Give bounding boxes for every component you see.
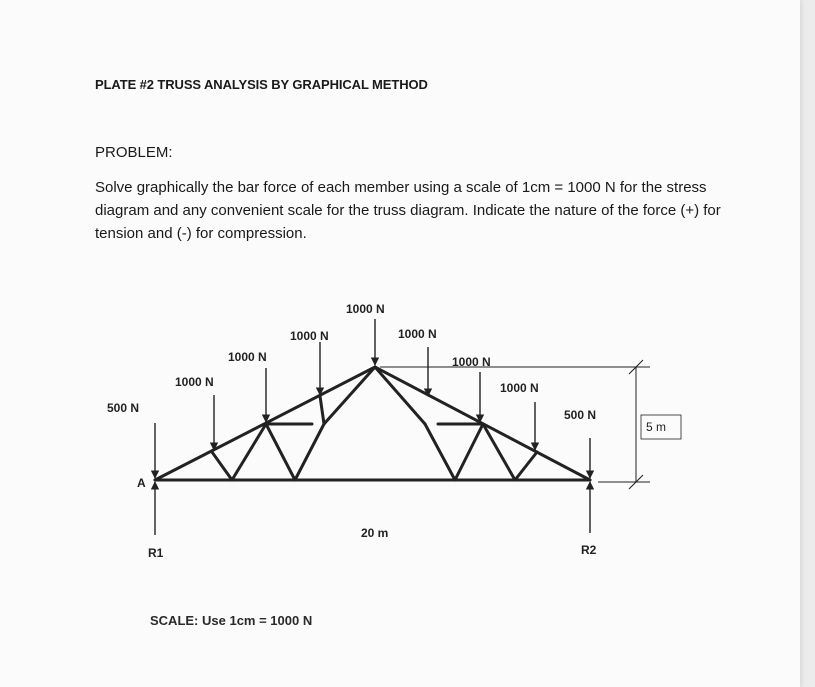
problem-heading: PROBLEM: (95, 144, 173, 161)
load-label-right-3: 1000 N (500, 381, 539, 395)
web-l3 (266, 424, 295, 480)
load-label-apex: 1000 N (346, 302, 385, 316)
web-l4 (295, 424, 324, 480)
scale-note: SCALE: Use 1cm = 1000 N (150, 613, 313, 628)
height-label: 5 m (646, 420, 667, 434)
support-label-a: A (137, 476, 146, 490)
web-l1 (212, 452, 232, 480)
web-r5 (515, 452, 537, 480)
span-label: 20 m (361, 526, 389, 540)
web-l6 (324, 367, 375, 424)
web-r3 (455, 424, 483, 480)
height-dimension (380, 360, 650, 489)
load-label-right-1: 1000 N (398, 327, 437, 341)
load-label-right-end: 500 N (564, 408, 597, 422)
load-label-left-1: 1000 N (175, 375, 214, 389)
load-label-left-2: 1000 N (228, 350, 267, 364)
load-label-left-end: 500 N (107, 401, 140, 415)
load-label-left-3: 1000 N (290, 329, 329, 343)
web-r1 (375, 367, 425, 424)
load-label-right-2: 1000 N (452, 355, 491, 369)
plate-title: PLATE #2 TRUSS ANALYSIS BY GRAPHICAL METHOD (95, 77, 428, 92)
web-r2 (425, 424, 455, 480)
reaction-label-r2: R2 (581, 543, 597, 557)
load-arrows (155, 319, 590, 478)
reaction-label-r1: R1 (148, 546, 164, 560)
web-l5 (320, 396, 324, 424)
problem-statement: Solve graphically the bar force of each member using a scale of 1cm = 1000 N for the stress diagram and any convenient scale for the truss diagram. Indicate the nature of the force (+) for tension and (-) for compression. (95, 179, 721, 242)
